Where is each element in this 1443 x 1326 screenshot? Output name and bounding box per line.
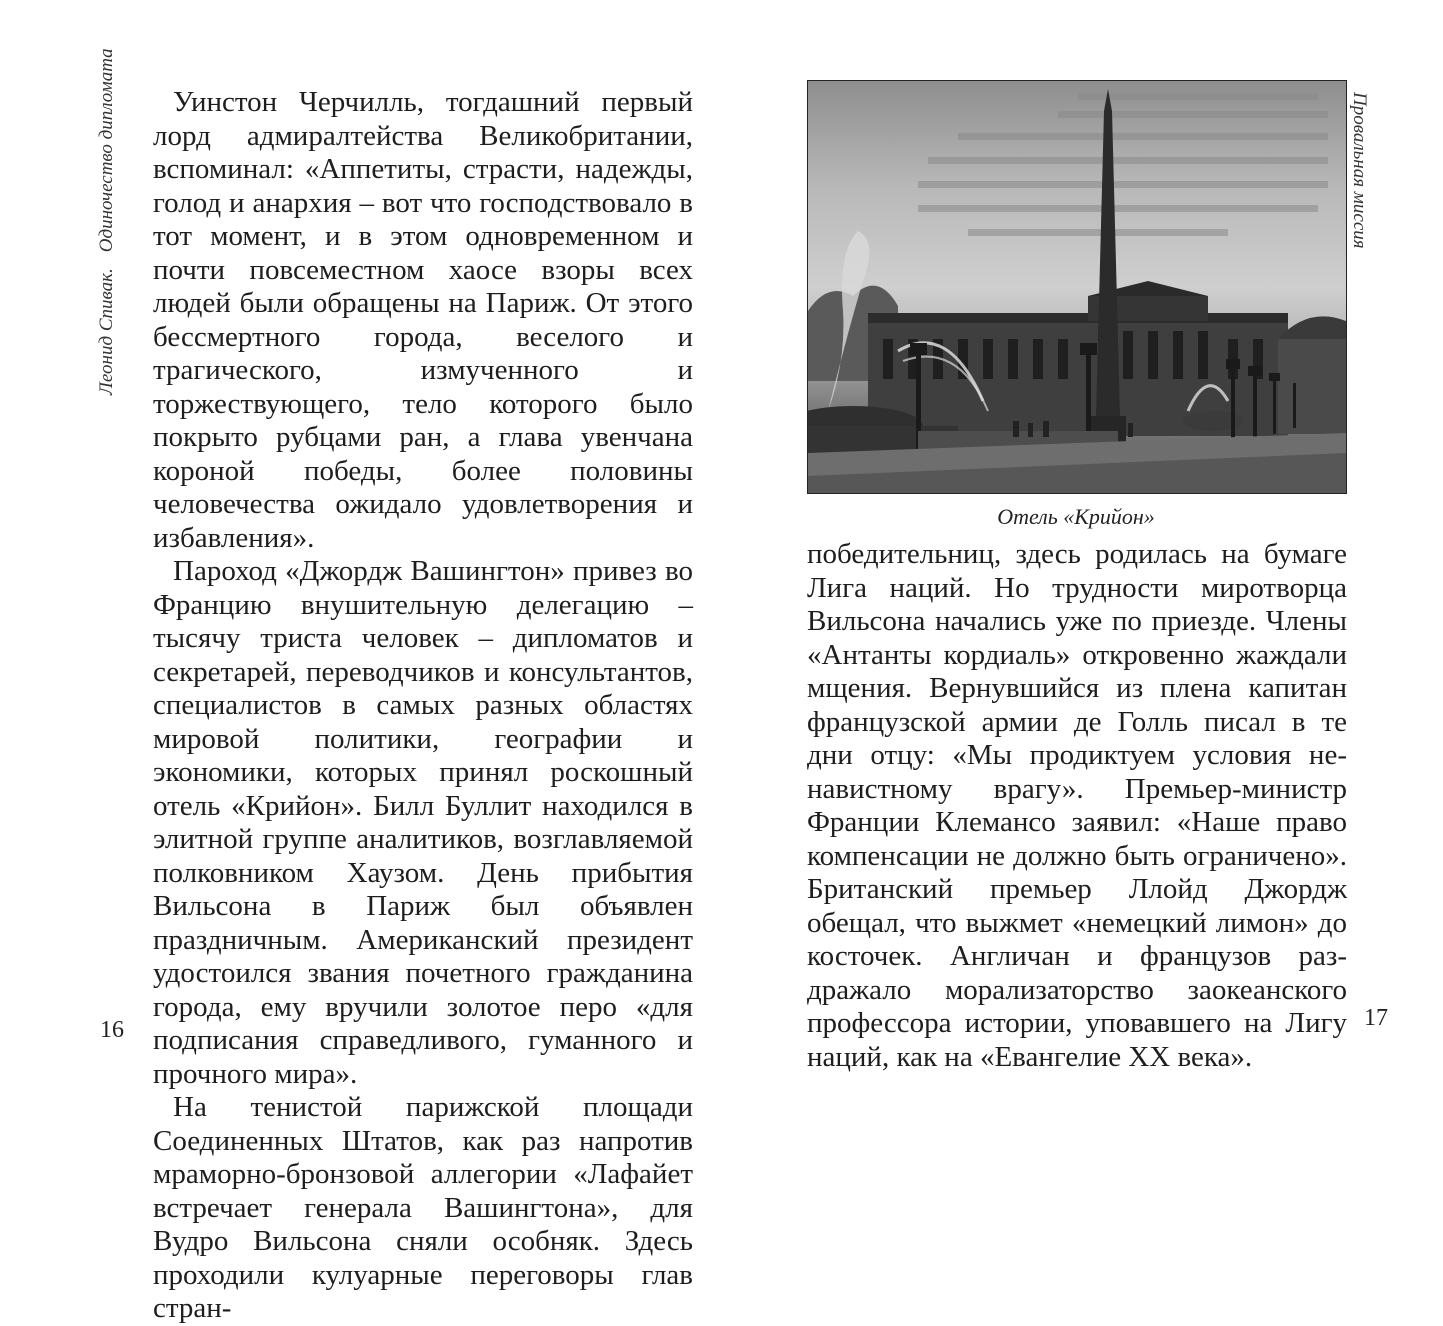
left-page-number: 16 <box>100 1017 124 1043</box>
paragraph: победительниц, здесь родилась на бумаге Лига наций. Но трудности миротворца Вильсона начались уже по приезде. Члены «Антанты кордиаль» откровенно жаждали мщения. Вернувшийся из плена капитан французской армии де Голль писал в те дни отцу: «Мы продиктуем условия ненавистному врагу». Премьер-министр Франции Клемансо заявил: «Наше право компенсации не должно быть ограничено». Британский премьер Ллойд Джордж обещал, что выжмет «немецкий лимон» до косточек. Англичан и французов раздражало морализаторство заокеанского профессора истории, уповавшего на Лигу наций, как на «Евангелие XX века». <box>807 538 1347 1073</box>
place-de-la-concorde-illustration <box>808 81 1346 493</box>
running-head-book-title: Одиночество дипломата <box>96 48 117 253</box>
left-page-text <box>153 86 693 1326</box>
running-head-author: Леонид Спивак. <box>96 268 117 395</box>
photo-caption: Отель «Крийон» <box>997 504 1155 529</box>
paragraph: На тенистой парижской площади Соединенных Штатов, как раз напротив мраморно-бронзовой аллегории «Лафайет встречает генерала Вашингтона», для Вудро Вильсона сняли особняк. Здесь проходили кулуарные переговоры глав стран- <box>153 1091 693 1324</box>
right-running-head: Провальная миссия <box>1349 92 1370 249</box>
paragraph: Пароход «Джордж Вашингтон» привез во Францию внушительную делегацию – тысячу триста человек – дипломатов и секретарей, переводчиков и консультантов, специалистов в самых разных областях мировой политики, географии и экономики, которых принял роскошный отель «Крийон». Билл Буллит находился в элитной группе аналитиков, возглавляемой полковником Хаузом. День прибытия Вильсона в Париж был объявлен праздничным. Американский президент удостоился звания почетного гражданина города, ему вручили золотое перо «для подписания справедливого, гуманного и прочного мира». <box>153 555 693 1090</box>
hotel-crillon-photo <box>807 80 1347 494</box>
left-running-head <box>96 48 118 395</box>
paragraph: Уинстон Черчилль, тогдашний первый лорд адмиралтейства Великобритании, вспоминал: «Аппетиты, страсти, надежды, голод и анархия – вот что господствовало в тот момент, и в этом одновременном и почти повсеместном хаосе взоры всех людей были обращены на Париж. От этого бессмертного города, веселого и трагического, измученного и торжествующего, тело которого было покрыто рубцами ран, а глава увенчана короной победы, более половины человечества ожидало удовлетворения и избавления». <box>153 86 693 554</box>
right-page-number: 17 <box>1364 1005 1388 1031</box>
right-page-text <box>807 538 1347 1074</box>
